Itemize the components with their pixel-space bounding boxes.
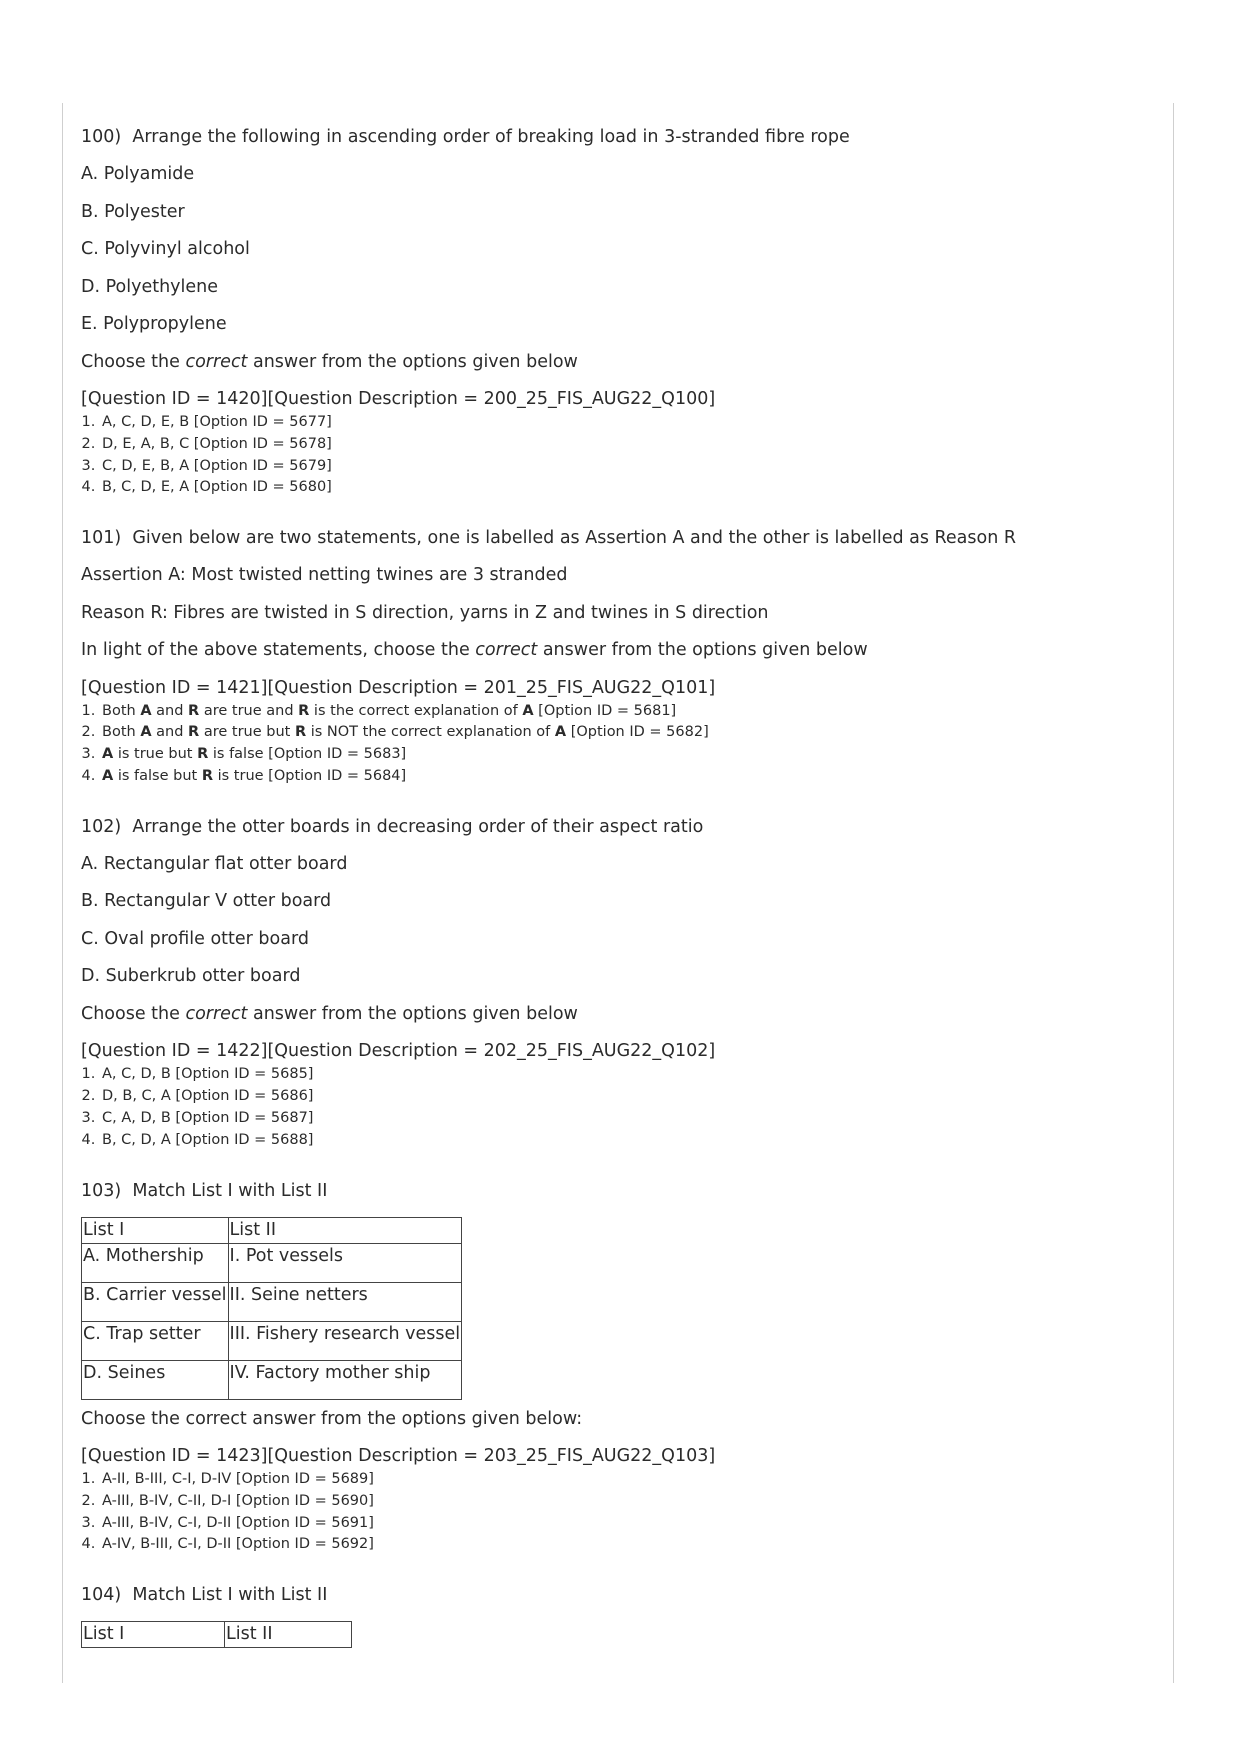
question-stem [81,1180,1166,1202]
question-text: Arrange the following in ascending order of breaking load in 3-stranded fibre rope [132,127,850,147]
question-number: 104) [81,1585,122,1606]
option-item: 2. D, B, C, A [Option ID = 5686] [100,1086,1166,1108]
table-header-cell: List I [82,1217,229,1243]
options-list [76,1469,1166,1556]
reason: Reason R: Fibres are twisted in S direction, yarns in Z and twines in S direction [81,602,769,623]
table-header-row [82,1217,462,1243]
assertion: Assertion A: Most twisted netting twines are 3 stranded [81,565,568,586]
table-cell: I. Pot vessels [228,1243,462,1282]
match-table [81,1621,352,1648]
table-row [82,1282,462,1321]
table-cell: III. Fishery research vessel [228,1321,462,1360]
option-item: 2. Both A and R are true but R is NOT the correct explanation of A [Option ID = 5682] [100,722,1166,744]
option-item: 1. A, C, D, B [Option ID = 5685] [100,1064,1166,1086]
table-header-cell: List II [225,1622,352,1648]
question-102 [76,816,1166,1152]
table-row [82,1243,462,1282]
instruction: Choose the correct answer from the options given below [81,1003,578,1024]
option-item: 4. B, C, D, E, A [Option ID = 5680] [100,477,1166,499]
question-stem [81,1584,1166,1606]
question-id: [Question ID = 1421][Question Description = 201_25_FIS_AUG22_Q101] [81,677,716,698]
table-cell: II. Seine netters [228,1282,462,1321]
list-item: C. Polyvinyl alcohol [81,239,250,259]
option-item: 3. A-III, B-IV, C-I, D-II [Option ID = 5691] [100,1513,1166,1535]
question-104 [76,1584,1166,1648]
list-item: A. Rectangular flat otter board [81,853,348,874]
list-item: C. Oval profile otter board [81,928,309,949]
list-item: D. Suberkrub otter board [81,966,301,987]
option-item: 1. A-II, B-III, C-I, D-IV [Option ID = 5689] [100,1469,1166,1491]
question-paper [76,126,1166,1676]
question-number: 102) [81,816,122,837]
instruction: Choose the correct answer from the options given below: [81,1408,583,1429]
list-item: B. Rectangular V otter board [81,891,332,912]
question-text: Match List I with List II [132,1180,328,1201]
list-item: E. Polypropylene [81,314,227,334]
question-number: 101) [81,528,122,549]
option-item: 4. B, C, D, A [Option ID = 5688] [100,1130,1166,1152]
table-row [82,1321,462,1360]
page-border-right [1173,103,1174,1683]
list-item: B. Polyester [81,201,185,222]
table-cell: A. Mothership [82,1243,229,1282]
option-item: 1. Both A and R are true and R is the correct explanation of A [Option ID = 5681] [100,701,1166,723]
option-item: 4. A-IV, B-III, C-I, D-II [Option ID = 5692] [100,1534,1166,1556]
table-cell: B. Carrier vessel [82,1282,229,1321]
list-item: D. Polyethylene [81,276,219,297]
table-cell: C. Trap setter [82,1321,229,1360]
question-text: Given below are two statements, one is labelled as Assertion A and the other is labelled as Reason R [132,528,1017,549]
question-id: [Question ID = 1420][Question Description = 200_25_FIS_AUG22_Q100] [81,389,716,409]
table-header-cell: List I [82,1622,225,1648]
table-header-row [82,1622,352,1648]
question-text: Match List I with List II [132,1585,328,1606]
question-101 [76,527,1166,788]
option-item: 3. C, D, E, B, A [Option ID = 5679] [100,456,1166,478]
instruction: Choose the correct answer from the options given below [81,351,578,372]
options-list [76,701,1166,788]
question-number: 100) [81,127,122,147]
question-stem [81,816,1166,838]
page-border-left [62,103,63,1683]
table-row [82,1360,462,1399]
table-header-cell: List II [228,1217,462,1243]
question-id: [Question ID = 1422][Question Description = 202_25_FIS_AUG22_Q102] [81,1041,716,1062]
match-table [81,1217,462,1400]
question-text: Arrange the otter boards in decreasing order of their aspect ratio [132,816,704,837]
table-cell: IV. Factory mother ship [228,1360,462,1399]
question-stem [81,527,1166,549]
options-list [76,412,1166,499]
option-item: 2. A-III, B-IV, C-II, D-I [Option ID = 5690] [100,1491,1166,1513]
instruction: In light of the above statements, choose the correct answer from the options given below [81,640,868,661]
question-100 [76,126,1166,499]
option-item: 1. A, C, D, E, B [Option ID = 5677] [100,412,1166,434]
option-item: 2. D, E, A, B, C [Option ID = 5678] [100,434,1166,456]
question-number: 103) [81,1180,122,1201]
table-cell: D. Seines [82,1360,229,1399]
option-item: 3. A is true but R is false [Option ID = 5683] [100,744,1166,766]
option-item: 4. A is false but R is true [Option ID = 5684] [100,766,1166,788]
question-id: [Question ID = 1423][Question Description = 203_25_FIS_AUG22_Q103] [81,1446,716,1467]
option-item: 3. C, A, D, B [Option ID = 5687] [100,1108,1166,1130]
question-103 [76,1180,1166,1557]
options-list [76,1064,1166,1151]
question-stem [81,126,1166,148]
list-item: A. Polyamide [81,164,195,184]
